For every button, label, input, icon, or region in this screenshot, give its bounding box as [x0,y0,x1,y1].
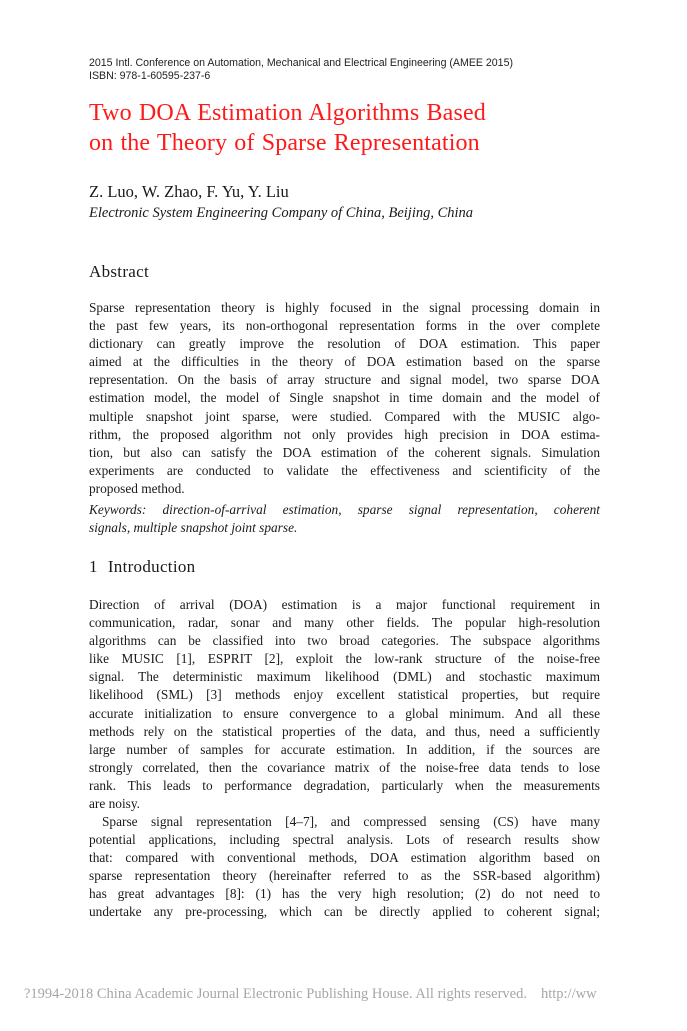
section-title: Introduction [107,557,196,576]
paragraph-line: potential applications, including spectral analysis. Lots of research results show [89,832,600,848]
conference-name: 2015 Intl. Conference on Automation, Mechanical and Electrical Engineering (AMEE 2015) [89,57,513,69]
paragraph-line: signal. The deterministic maximum likelihood (DML) and stochastic maximum [89,669,600,685]
isbn: ISBN: 978-1-60595-237-6 [89,69,211,82]
paragraph-line: communication, radar, sonar and many other fields. The popular high-resolution [89,615,600,631]
abstract-line: tion, but also can satisfy the DOA estimation of the coherent signals. Simulation [89,444,600,460]
paragraph-line: methods rely on the statistical properties of the data, and thus, need a sufficiently [89,723,600,739]
authors: Z. Luo, W. Zhao, F. Yu, Y. Liu [89,182,289,201]
paragraph-line: undertake any pre-processing, which can be directly applied to coherent signal; [89,904,600,920]
paragraph-line: sparse representation theory (hereinafter referred to as the SSR-based algorithm) [89,868,600,884]
paragraph-line: strongly correlated, then the covariance matrix of the noise-free data tends to lose [89,759,600,775]
paragraph-line: large number of samples for accurate estimation. In addition, if the sources are [89,741,600,757]
paper-title-line-1: Two DOA Estimation Algorithms Based [89,100,486,126]
introduction-paragraph-1 [89,596,600,813]
abstract-heading: Abstract [89,262,149,281]
keywords-line: Keywords: direction-of-arrival estimation, sparse signal representation, coherent [89,502,600,517]
keywords [89,501,600,537]
paragraph-line: has great advantages [8]: (1) has the very high resolution; (2) do not need to [89,886,600,902]
paper-title-line-2: on the Theory of Sparse Representation [89,130,480,156]
abstract-line: representation. On the basis of array structure and signal model, two sparse DOA [89,372,600,388]
abstract-line: aimed at the difficulties in the theory of DOA estimation based on the sparse [89,354,600,370]
abstract-line: rithm, the proposed algorithm not only provides high precision in DOA estima- [89,426,600,442]
paragraph-line: likelihood (SML) [3] methods enjoy excellent statistical properties, but require [89,687,600,703]
paragraph-line: Sparse signal representation [4–7], and compressed sensing (CS) have many [102,814,600,829]
paragraph-line: like MUSIC [1], ESPRIT [2], exploit the low-rank structure of the noise-free [89,651,600,667]
abstract-line: Sparse representation theory is highly focused in the signal processing domain in [89,300,600,315]
abstract-line: estimation model, the model of Single snapshot in time domain and the model of [89,390,600,406]
paragraph-line: are noisy. [89,796,141,812]
conference-header [89,57,609,82]
paper-title [89,98,609,158]
abstract-line: the past few years, its non-orthogonal representation forms in the over complete [89,318,600,334]
paragraph-line: that: compared with conventional methods, DOA estimation algorithm based on [89,850,600,866]
affiliation: Electronic System Engineering Company of China, Beijing, China [89,205,474,221]
section-number: 1 [89,557,98,576]
abstract-line: experiments are conducted to validate the effectiveness and scientificity of the [89,462,600,478]
abstract-line: proposed method. [89,480,185,496]
introduction-paragraph-2 [89,813,600,922]
footer-url: http://ww [540,986,597,1002]
abstract-line: dictionary can greatly improve the resolution of DOA estimation. This paper [89,336,600,352]
paragraph-line: accurate initialization to ensure convergence to a global minimum. And all these [89,705,600,721]
paragraph-line: algorithms can be classified into two broad categories. The subspace algorithms [89,633,600,649]
abstract-line: multiple snapshot joint sparse, were studied. Compared with the MUSIC algo- [89,408,600,424]
copyright-footer [24,985,597,1003]
paragraph-line: rank. This leads to performance degradation, particularly when the measurements [89,777,600,793]
paragraph-line: Direction of arrival (DOA) estimation is a major functional requirement in [89,597,600,612]
abstract-body [89,299,600,498]
copyright-text: ?1994-2018 China Academic Journal Electronic Publishing House. All rights reserved. [24,986,527,1002]
keywords-line: signals, multiple snapshot joint sparse. [89,520,298,536]
introduction-heading [89,556,195,578]
